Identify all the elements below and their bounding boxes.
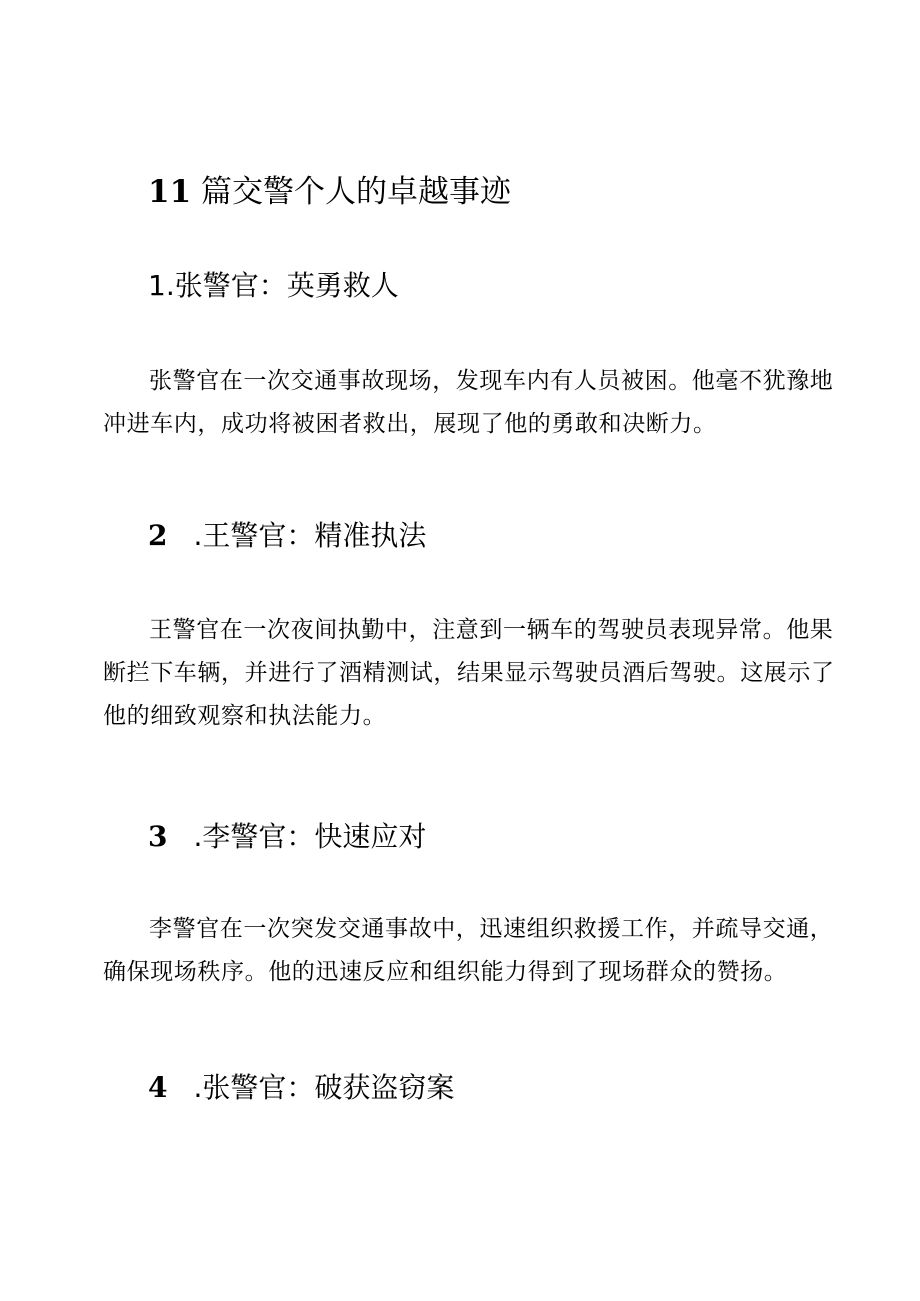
section-title-4: .张警官：破获盗窃案 <box>193 1071 455 1104</box>
section-heading-3 <box>148 817 426 857</box>
section-body-1: 张警官在一次交通事故现场，发现车内有人员被困。他毫不犹豫地冲进车内，成功将被困者救出，展现了他的勇敢和决断力。 <box>103 368 834 437</box>
page-title <box>148 170 511 214</box>
section-number-3: 3 <box>148 820 168 853</box>
section-title-3: .李警官：快速应对 <box>193 820 427 853</box>
section-heading-1 <box>148 266 399 306</box>
section-body-3: 李警官在一次突发交通事故中，迅速组织救援工作，并疏导交通，确保现场秩序。他的迅速反应和组织能力得到了现场群众的赞扬。 <box>103 916 834 985</box>
section-heading-4 <box>148 1068 454 1108</box>
title-number: 11 <box>148 174 192 210</box>
title-text: 篇交警个人的卓越事迹 <box>201 174 511 210</box>
section-title-1: 张警官：英勇救人 <box>174 269 399 302</box>
section-number-4: 4 <box>148 1071 168 1104</box>
section-heading-2 <box>148 516 426 556</box>
section-title-2: .王警官：精准执法 <box>193 519 427 552</box>
section-body-2: 王警官在一次夜间执勤中，注意到一辆车的驾驶员表现异常。他果断拦下车辆，并进行了酒精测试，结果显示驾驶员酒后驾驶。这展示了他的细致观察和执法能力。 <box>103 617 835 729</box>
section-number-2: 2 <box>148 519 168 552</box>
section-number-1: 1. <box>148 269 175 302</box>
